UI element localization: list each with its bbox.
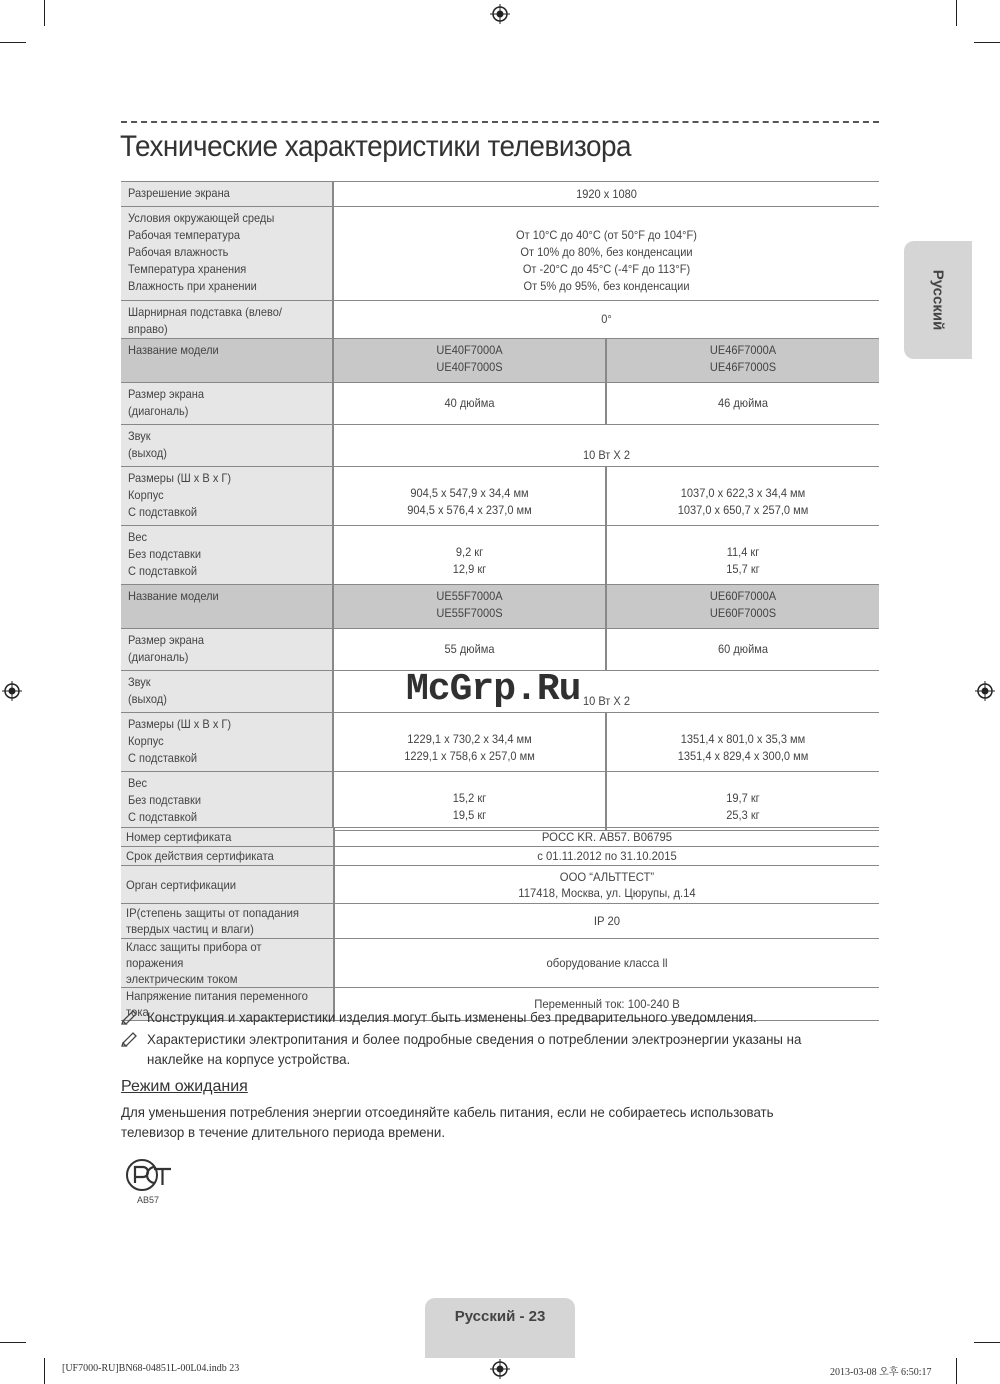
- cell-line: 55 дюйма: [444, 642, 495, 656]
- spec-row: [121, 301, 879, 339]
- registration-mark-icon: [2, 681, 22, 701]
- model-row: [121, 585, 879, 629]
- cell-line: 10 Вт X 2: [582, 694, 631, 708]
- cell-line: С подставкой: [128, 751, 198, 765]
- cell-line: Номер сертификата: [126, 830, 232, 844]
- note-item: [121, 1029, 881, 1069]
- cell-line: ООО “АЛЬТТЕСТ”: [559, 869, 655, 884]
- spec-value: [606, 585, 879, 629]
- cell-line: 0°: [601, 312, 612, 326]
- spec-value: [333, 383, 606, 425]
- spec-row: [121, 629, 879, 671]
- note-pencil-icon: [121, 1029, 139, 1047]
- spec-row: [121, 182, 879, 207]
- cell-line: 19,7 кг: [726, 791, 760, 805]
- spec-label: [121, 425, 333, 467]
- spec-value: [333, 301, 879, 339]
- spec-value: [333, 526, 606, 585]
- cell-line: 25,3 кг: [726, 808, 760, 822]
- cell-line: UE40F7000S: [436, 360, 503, 374]
- cell-line: твердых частиц и влаги): [126, 922, 254, 936]
- cell-line: 9,2 кг: [455, 545, 484, 559]
- cell-line: UE60F7000A: [709, 589, 777, 603]
- spec-row: [121, 467, 879, 526]
- spec-value: [606, 526, 879, 585]
- cell-line: электрическим током: [126, 972, 238, 986]
- cell-line: UE60F7000S: [709, 606, 777, 620]
- print-slug-left: [UF7000-RU]BN68-04851L-00L04.indb 23: [62, 1363, 240, 1374]
- cell-line: 1229,1 x 758,6 x 257,0 мм: [404, 749, 535, 763]
- cell-line: Название модели: [128, 343, 219, 357]
- spec-label: [121, 467, 333, 526]
- spec-label: [121, 526, 333, 585]
- cell-line: РОСС KR. АВ57. В06795: [541, 830, 673, 844]
- cell-line: с 01.11.2012 по 31.10.2015: [537, 849, 677, 863]
- spec-label: [121, 383, 333, 425]
- cell-line: 40 дюйма: [444, 396, 495, 410]
- certificate-row: [121, 866, 879, 904]
- cell-line: 11,4 кг: [726, 545, 760, 559]
- certificate-row: [121, 847, 879, 866]
- cell-line: 904,5 x 576,4 x 237,0 мм: [407, 503, 532, 517]
- cell-line: 1920 x 1080: [576, 186, 637, 201]
- note-text: Конструкция и характеристики изделия могут быть изменены без предварительного уведомления.: [147, 1009, 757, 1025]
- certificate-row: [121, 828, 879, 847]
- spec-table: [121, 181, 879, 831]
- spec-value: [333, 207, 879, 301]
- certificate-label: [121, 939, 334, 988]
- cell-line: 1229,1 x 730,2 x 34,4 мм: [407, 732, 532, 746]
- registration-mark-icon: [490, 4, 510, 24]
- cell-line: (диагональ): [128, 404, 189, 418]
- cell-line: (выход): [128, 692, 167, 706]
- trim-mark: [0, 42, 26, 43]
- cell-line: Рабочая влажность: [128, 245, 229, 259]
- logo-code: AB57: [137, 1195, 160, 1205]
- cell-line: Шарнирная подставка (влево/вправо): [128, 305, 282, 336]
- trim-mark: [44, 0, 45, 26]
- standby-text: Для уменьшения потребления энергии отсоединяйте кабель питания, если не собираетесь использовать телевизор в течение длительного периода времени.: [121, 1104, 774, 1140]
- spec-value: [333, 467, 606, 526]
- trim-mark: [44, 1358, 45, 1384]
- cell-line: 15,2 кг: [452, 791, 487, 805]
- cell-line: Название модели: [128, 589, 219, 603]
- certificate-value: [334, 828, 879, 847]
- cell-line: Размер экрана: [128, 387, 205, 401]
- cell-line: Срок действия сертификата: [126, 849, 274, 863]
- cell-line: UE40F7000A: [436, 343, 503, 357]
- cell-line: IP(степень защиты от попадания: [126, 906, 300, 920]
- cell-line: UE46F7000A: [709, 343, 777, 357]
- spec-label: [121, 585, 333, 629]
- trim-mark: [0, 1342, 26, 1343]
- cell-line: Разрешение экрана: [128, 186, 230, 200]
- certificate-label: [121, 904, 334, 939]
- spec-row: [121, 383, 879, 425]
- trim-mark: [974, 42, 1000, 43]
- cell-line: 1037,0 x 622,3 x 34,4 мм: [680, 486, 806, 500]
- cell-line: Вес: [128, 776, 148, 790]
- cell-line: UE55F7000A: [436, 589, 503, 603]
- spec-label: [121, 713, 333, 772]
- spec-value: [606, 713, 879, 772]
- spec-row: [121, 207, 879, 301]
- cell-line: Размеры (Ш x В x Г): [128, 471, 232, 485]
- cell-line: 1037,0 x 650,7 x 257,0 мм: [677, 503, 809, 517]
- spec-label: [121, 182, 333, 207]
- cell-line: Напряжение питания переменного тока: [126, 989, 308, 1019]
- cell-line: UE46F7000S: [709, 360, 777, 374]
- cell-line: (выход): [128, 446, 167, 460]
- cell-line: Звук: [128, 675, 151, 689]
- cell-line: оборудование класса ll: [546, 956, 668, 970]
- page-title: Технические характеристики телевизора: [120, 130, 632, 163]
- certificate-table: [121, 827, 879, 1021]
- language-side-tab-label: Русский: [929, 269, 947, 331]
- cell-line: Размер экрана: [128, 633, 205, 647]
- spec-value: [333, 182, 879, 207]
- certificate-label: [121, 828, 334, 847]
- cell-line: Без подставки: [128, 547, 202, 561]
- certificate-row: [121, 904, 879, 939]
- certificate-value: [334, 847, 879, 866]
- cell-line: От 5% до 95%, без конденсации: [523, 279, 690, 293]
- spec-value: [606, 383, 879, 425]
- spec-value: [606, 772, 879, 831]
- spec-label: [121, 339, 333, 383]
- cell-line: С подставкой: [128, 810, 198, 824]
- print-slug-right: 2013-03-08 오후 6:50:17: [830, 1367, 932, 1378]
- cell-line: От 10% до 80%, без конденсации: [520, 245, 693, 259]
- spec-label: [121, 629, 333, 671]
- cell-line: Звук: [128, 429, 151, 443]
- note-text: Характеристики электропитания и более подробные сведения о потреблении электроэнергии указаны на наклейке на корпусе устройства.: [147, 1031, 802, 1067]
- section-divider: [121, 121, 879, 123]
- cell-line: Влажность при хранении: [128, 279, 257, 293]
- cell-line: 117418, Москва, ул. Цюрупы, д.14: [518, 885, 696, 900]
- spec-value: [606, 629, 879, 671]
- cell-line: 1351,4 x 829,4 x 300,0 мм: [677, 749, 809, 763]
- cell-line: (диагональ): [128, 650, 189, 664]
- cell-line: С подставкой: [128, 505, 198, 519]
- cell-line: 15,7 кг: [726, 562, 760, 576]
- note-item: [121, 1007, 881, 1027]
- cell-line: 1351,4 x 801,0 x 35,3 мм: [680, 732, 806, 746]
- spec-value: [606, 339, 879, 383]
- spec-row: [121, 425, 879, 467]
- page-number: Русский - 23: [454, 1308, 546, 1325]
- cell-line: 19,5 кг: [452, 808, 487, 822]
- spec-value: [333, 339, 606, 383]
- cell-line: От 10°C до 40°C (от 50°F до 104°F): [516, 228, 697, 242]
- cell-line: Орган сертификации: [126, 877, 237, 892]
- cell-line: Переменный ток: 100-240 В: [534, 997, 680, 1011]
- cell-line: 46 дюйма: [718, 396, 768, 410]
- cell-line: UE55F7000S: [436, 606, 503, 620]
- cell-line: Корпус: [128, 488, 164, 502]
- spec-label: [121, 301, 333, 339]
- spec-value: [333, 772, 606, 831]
- cell-line: Корпус: [128, 734, 164, 748]
- spec-value: [333, 585, 606, 629]
- trim-mark: [956, 1358, 957, 1384]
- spec-value: [333, 425, 879, 467]
- cell-line: От -20°C до 45°C (-4°F до 113°F): [522, 262, 691, 276]
- spec-value: [606, 467, 879, 526]
- cell-line: С подставкой: [128, 564, 198, 578]
- spec-value: [333, 629, 606, 671]
- spec-label: [121, 671, 333, 713]
- spec-row: [121, 772, 879, 831]
- cell-line: Класс защиты прибора от поражения: [126, 940, 262, 970]
- spec-label: [121, 772, 333, 831]
- certificate-label: [121, 847, 334, 866]
- spec-value: [333, 713, 606, 772]
- spec-row: [121, 526, 879, 585]
- note-pencil-icon: [121, 1007, 139, 1025]
- cell-line: Без подставки: [128, 793, 202, 807]
- certificate-label: [121, 866, 334, 904]
- certificate-value: [334, 866, 879, 904]
- page-number-tab: [425, 1298, 575, 1358]
- cell-line: Температура хранения: [128, 262, 247, 276]
- trim-mark: [956, 0, 957, 26]
- language-side-tab: [904, 241, 972, 359]
- certificate-value: [334, 904, 879, 939]
- watermark: McGrp.Ru: [406, 668, 581, 711]
- spec-row: [121, 713, 879, 772]
- cell-line: IP 20: [593, 914, 621, 928]
- cell-line: 10 Вт X 2: [582, 448, 631, 462]
- model-row: [121, 339, 879, 383]
- cell-line: Вес: [128, 530, 148, 544]
- registration-mark-icon: [975, 681, 995, 701]
- pct-certification-logo-icon: [124, 1157, 174, 1193]
- standby-heading: Режим ожидания: [121, 1078, 248, 1095]
- cell-line: 60 дюйма: [718, 642, 768, 656]
- spec-label: [121, 207, 333, 301]
- cell-line: Рабочая температура: [128, 228, 240, 242]
- cell-line: 904,5 x 547,9 x 34,4 мм: [410, 486, 529, 500]
- cell-line: Условия окружающей среды: [128, 211, 275, 225]
- trim-mark: [974, 1342, 1000, 1343]
- cell-line: 12,9 кг: [452, 562, 487, 576]
- certificate-value: [334, 939, 879, 988]
- cell-line: Размеры (Ш x В x Г): [128, 717, 232, 731]
- registration-mark-icon: [490, 1359, 510, 1379]
- certificate-row: [121, 939, 879, 988]
